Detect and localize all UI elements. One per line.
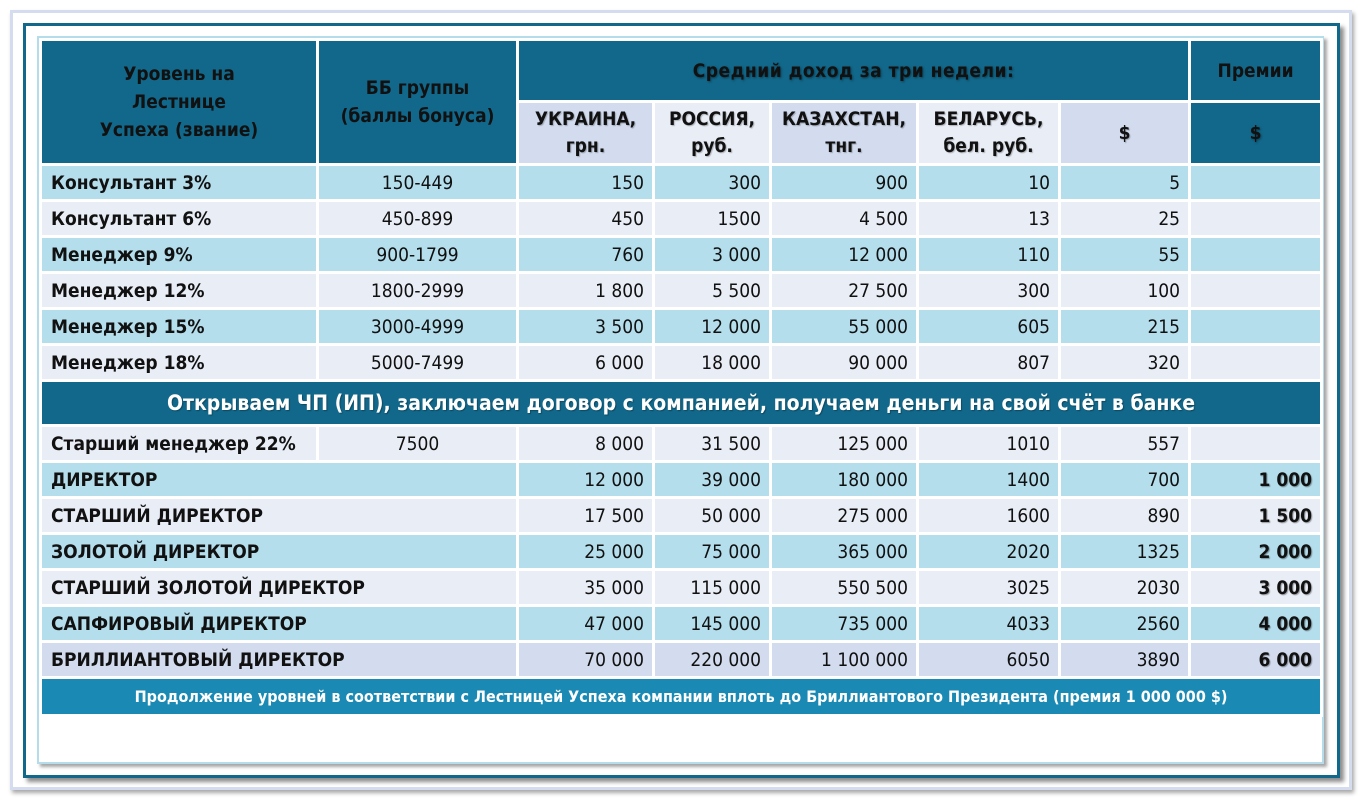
income-russia: 1500 (654, 201, 771, 237)
income-ukraine: 150 (518, 165, 654, 201)
rank-name: Менеджер 18% (41, 345, 318, 381)
bonus-points: 150-449 (318, 165, 518, 201)
rank-name: Старший менеджер 22% (41, 426, 318, 462)
income-kazakhstan: 12 000 (771, 237, 918, 273)
income-kazakhstan: 1 100 000 (771, 642, 918, 678)
income-belarus: 3025 (918, 570, 1060, 606)
premium-usd: 2 000 (1190, 534, 1322, 570)
income-russia: 50 000 (654, 498, 771, 534)
rank-name: Менеджер 9% (41, 237, 318, 273)
income-usd: 2560 (1060, 606, 1190, 642)
rank-name: ЗОЛОТОЙ ДИРЕКТОР (41, 534, 518, 570)
income-russia: 115 000 (654, 570, 771, 606)
income-kazakhstan: 275 000 (771, 498, 918, 534)
premium-usd: 1 500 (1190, 498, 1322, 534)
income-usd: 890 (1060, 498, 1190, 534)
premium-usd: 4 000 (1190, 606, 1322, 642)
header-bb-line: ББ группы (365, 77, 470, 99)
header-income-title: Средний доход за три недели: (518, 40, 1190, 102)
income-russia: 5 500 (654, 273, 771, 309)
table-row (41, 642, 1322, 678)
header-bb-line: (баллы бонуса) (340, 105, 495, 127)
income-usd: 1325 (1060, 534, 1190, 570)
premium-usd: 3 000 (1190, 570, 1322, 606)
table-row (41, 309, 1322, 345)
header-rank-line: Успеха (звание) (99, 119, 259, 141)
income-russia: 39 000 (654, 462, 771, 498)
income-usd: 55 (1060, 237, 1190, 273)
header-premium-usd: $ (1190, 102, 1322, 165)
income-belarus: 2020 (918, 534, 1060, 570)
income-kazakhstan: 365 000 (771, 534, 918, 570)
table-row (41, 462, 1322, 498)
income-kazakhstan: 735 000 (771, 606, 918, 642)
rank-name: ДИРЕКТОР (41, 462, 518, 498)
rank-name: Консультант 3% (41, 165, 318, 201)
income-kazakhstan: 180 000 (771, 462, 918, 498)
table-row (41, 237, 1322, 273)
income-belarus: 4033 (918, 606, 1060, 642)
premium-usd (1190, 165, 1322, 201)
income-belarus: 13 (918, 201, 1060, 237)
header-premium: Премии (1190, 40, 1322, 102)
bonus-points: 3000-4999 (318, 309, 518, 345)
income-ukraine: 35 000 (518, 570, 654, 606)
header-col-ukraine: УКРАИНА, грн. (518, 102, 654, 165)
income-ukraine: 450 (518, 201, 654, 237)
income-belarus: 1600 (918, 498, 1060, 534)
bonus-points: 450-899 (318, 201, 518, 237)
income-usd: 5 (1060, 165, 1190, 201)
table-row (41, 426, 1322, 462)
income-ukraine: 6 000 (518, 345, 654, 381)
table-row (41, 570, 1322, 606)
income-belarus: 110 (918, 237, 1060, 273)
income-russia: 12 000 (654, 309, 771, 345)
income-russia: 75 000 (654, 534, 771, 570)
table-row (41, 165, 1322, 201)
income-russia: 31 500 (654, 426, 771, 462)
premium-usd (1190, 237, 1322, 273)
income-belarus: 1010 (918, 426, 1060, 462)
income-usd: 320 (1060, 345, 1190, 381)
income-belarus: 300 (918, 273, 1060, 309)
premium-usd (1190, 201, 1322, 237)
success-ladder-table (39, 38, 1323, 717)
rank-name: САПФИРОВЫЙ ДИРЕКТОР (41, 606, 518, 642)
income-ukraine: 760 (518, 237, 654, 273)
footer-note: Продолжение уровней в соответствии с Лестницей Успеха компании вплоть до Бриллиантового Президента (премия 1 000 000 $) (41, 678, 1322, 716)
rank-name: БРИЛЛИАНТОВЫЙ ДИРЕКТОР (41, 642, 518, 678)
table-row (41, 345, 1322, 381)
income-usd: 700 (1060, 462, 1190, 498)
income-kazakhstan: 4 500 (771, 201, 918, 237)
income-ukraine: 47 000 (518, 606, 654, 642)
income-belarus: 10 (918, 165, 1060, 201)
income-usd: 557 (1060, 426, 1190, 462)
income-russia: 300 (654, 165, 771, 201)
table-row (41, 273, 1322, 309)
header-col-kazakhstan: КАЗАХСТАН, тнг. (771, 102, 918, 165)
header-rank-line: Уровень на (123, 63, 235, 85)
income-russia: 145 000 (654, 606, 771, 642)
rank-name: СТАРШИЙ ДИРЕКТОР (41, 498, 518, 534)
income-usd: 25 (1060, 201, 1190, 237)
premium-usd (1190, 345, 1322, 381)
table-row (41, 201, 1322, 237)
income-ukraine: 8 000 (518, 426, 654, 462)
rank-name: Консультант 6% (41, 201, 318, 237)
header-col-russia: РОССИЯ, руб. (654, 102, 771, 165)
header-bonus-points (318, 40, 518, 165)
income-usd: 2030 (1060, 570, 1190, 606)
header-col-belarus: БЕЛАРУСЬ, бел. руб. (918, 102, 1060, 165)
income-kazakhstan: 900 (771, 165, 918, 201)
table-row (41, 606, 1322, 642)
bonus-points: 900-1799 (318, 237, 518, 273)
table-row (41, 534, 1322, 570)
header-col-usd: $ (1060, 102, 1190, 165)
income-belarus: 1400 (918, 462, 1060, 498)
income-belarus: 6050 (918, 642, 1060, 678)
table-row (41, 498, 1322, 534)
income-russia: 220 000 (654, 642, 771, 678)
income-belarus: 807 (918, 345, 1060, 381)
income-kazakhstan: 27 500 (771, 273, 918, 309)
income-kazakhstan: 90 000 (771, 345, 918, 381)
rank-name: Менеджер 15% (41, 309, 318, 345)
bonus-points: 7500 (318, 426, 518, 462)
income-usd: 3890 (1060, 642, 1190, 678)
income-kazakhstan: 55 000 (771, 309, 918, 345)
income-ukraine: 17 500 (518, 498, 654, 534)
premium-usd (1190, 309, 1322, 345)
bonus-points: 5000-7499 (318, 345, 518, 381)
income-usd: 215 (1060, 309, 1190, 345)
rank-name: СТАРШИЙ ЗОЛОТОЙ ДИРЕКТОР (41, 570, 518, 606)
income-ukraine: 3 500 (518, 309, 654, 345)
premium-usd: 1 000 (1190, 462, 1322, 498)
income-ukraine: 70 000 (518, 642, 654, 678)
header-rank (41, 40, 318, 165)
premium-usd (1190, 426, 1322, 462)
contract-banner: Открываем ЧП (ИП), заключаем договор с компанией, получаем деньги на свой счёт в банке (41, 381, 1322, 426)
bonus-points: 1800-2999 (318, 273, 518, 309)
income-ukraine: 12 000 (518, 462, 654, 498)
premium-usd: 6 000 (1190, 642, 1322, 678)
income-kazakhstan: 550 500 (771, 570, 918, 606)
header-rank-line: Лестнице (132, 91, 226, 113)
income-ukraine: 25 000 (518, 534, 654, 570)
income-usd: 100 (1060, 273, 1190, 309)
income-russia: 18 000 (654, 345, 771, 381)
income-kazakhstan: 125 000 (771, 426, 918, 462)
income-russia: 3 000 (654, 237, 771, 273)
premium-usd (1190, 273, 1322, 309)
rank-name: Менеджер 12% (41, 273, 318, 309)
income-ukraine: 1 800 (518, 273, 654, 309)
income-belarus: 605 (918, 309, 1060, 345)
